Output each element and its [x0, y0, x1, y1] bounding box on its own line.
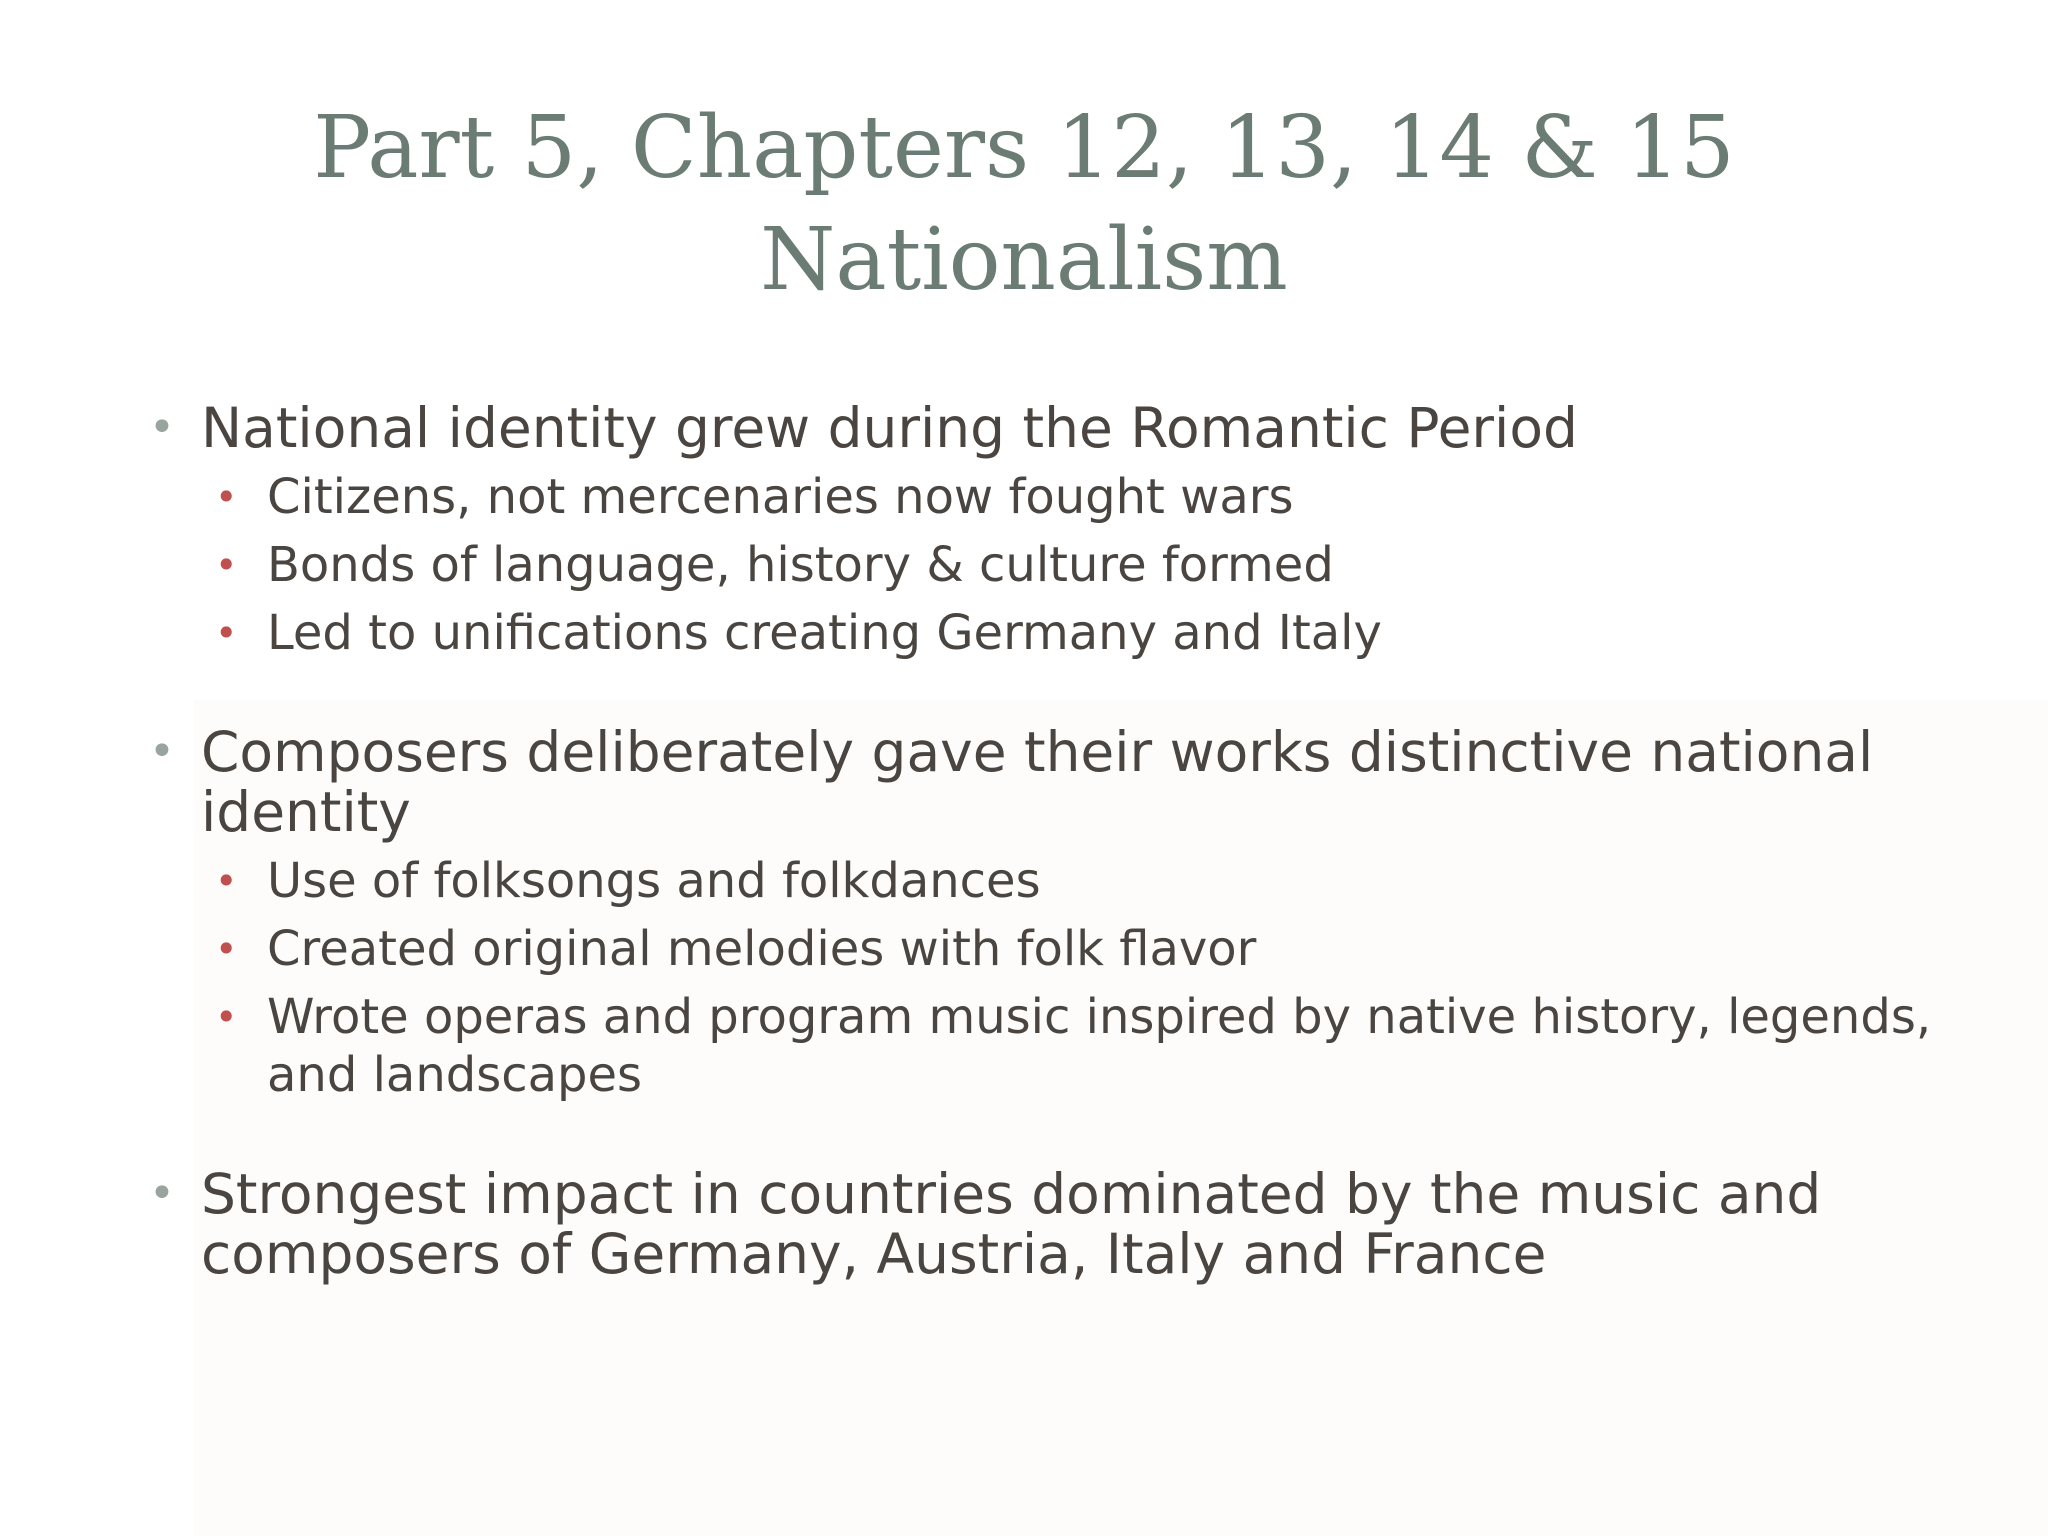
sub-bullet-item — [145, 988, 1945, 1104]
bullet-list — [145, 398, 1945, 1344]
bullet-text: Strongest impact in countries dominated by the music and composers of Germany, Austria, Italy and France — [201, 1162, 1822, 1286]
bullet-text: Composers deliberately gave their works distinctive national identity — [201, 720, 1874, 844]
title-line-1: Part 5, Chapters 12, 13, 14 & 15 — [313, 98, 1735, 198]
sub-bullet-item — [145, 468, 1945, 526]
sub-bullet-item — [145, 920, 1945, 978]
sub-bullet-text: Led to unifications creating Germany and Italy — [267, 605, 1382, 661]
sub-bullet-text: Citizens, not mercenaries now fought wars — [267, 469, 1294, 525]
slide-title — [0, 92, 2048, 316]
bullet-item — [145, 398, 1945, 458]
sub-bullet-text: Bonds of language, history & culture formed — [267, 537, 1334, 593]
sub-bullet-dot-icon: • — [215, 995, 238, 1039]
bullet-dot-icon: • — [149, 402, 175, 453]
sub-bullet-dot-icon: • — [215, 475, 238, 519]
sub-bullet-item — [145, 604, 1945, 662]
sub-bullet-item — [145, 852, 1945, 910]
bullet-group-2 — [145, 722, 1945, 1104]
title-line-2: Nationalism — [760, 210, 1288, 310]
sub-bullet-dot-icon: • — [215, 611, 238, 655]
bullet-text: National identity grew during the Romantic Period — [201, 396, 1578, 460]
bullet-group-1 — [145, 398, 1945, 662]
sub-bullet-text: Created original melodies with folk flavor — [267, 921, 1257, 977]
sub-bullet-item — [145, 536, 1945, 594]
bullet-item — [145, 722, 1945, 842]
sub-bullet-dot-icon: • — [215, 859, 238, 903]
sub-bullet-text: Wrote operas and program music inspired by native history, legends, and landscapes — [267, 989, 1932, 1103]
bullet-group-3 — [145, 1164, 1945, 1284]
bullet-dot-icon: • — [149, 726, 175, 777]
sub-bullet-dot-icon: • — [215, 543, 238, 587]
bullet-dot-icon: • — [149, 1168, 175, 1219]
bullet-item — [145, 1164, 1945, 1284]
sub-bullet-dot-icon: • — [215, 927, 238, 971]
sub-bullet-text: Use of folksongs and folkdances — [267, 853, 1041, 909]
